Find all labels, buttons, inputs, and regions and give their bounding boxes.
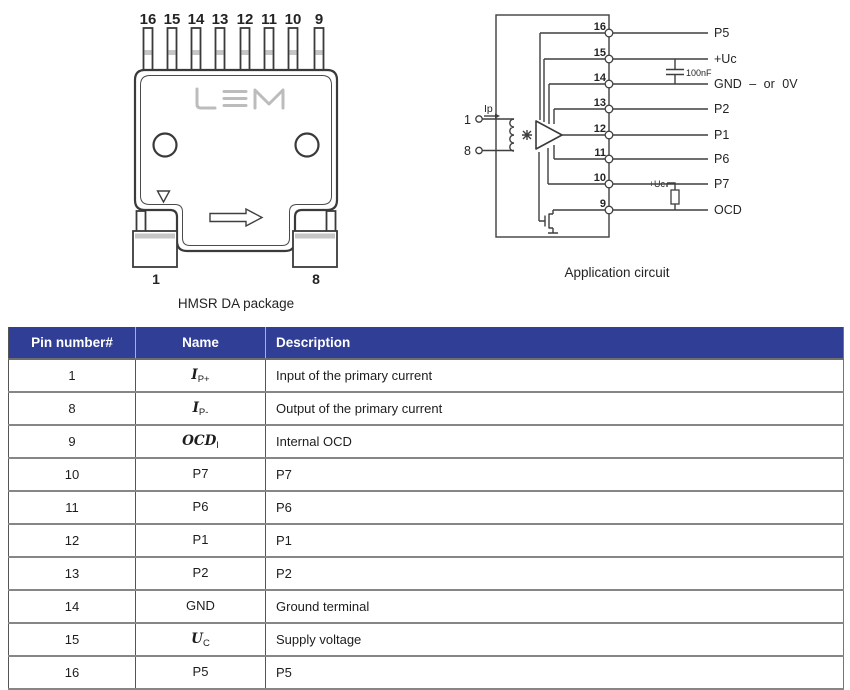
- circuit-pins: [594, 21, 798, 217]
- hole-left: [154, 134, 177, 157]
- name-cell: P5: [136, 656, 266, 689]
- pin-cell: 14: [9, 590, 136, 623]
- decoupling-capacitor: [666, 59, 712, 84]
- pin-number-label: 10: [284, 11, 302, 28]
- pin-cell: 12: [9, 524, 136, 557]
- name-cell: $U_C$: [136, 623, 266, 656]
- table-row: [9, 557, 844, 590]
- hall-element-icon: [522, 130, 532, 140]
- name-cell: P2: [136, 557, 266, 590]
- description-cell: P7: [266, 458, 844, 491]
- primary-terminal-1: [476, 116, 482, 122]
- pin-number-label: 16: [139, 11, 157, 28]
- table-row: [9, 524, 844, 557]
- primary-tab-right: [293, 231, 337, 267]
- package-caption: HMSR DA package: [177, 296, 295, 311]
- table-row: [9, 491, 844, 524]
- pin-cell: 13: [9, 557, 136, 590]
- name-cell: P1: [136, 524, 266, 557]
- pin-table-section: [8, 327, 844, 690]
- pullup-supply-label: +Uc: [648, 179, 665, 189]
- table-row: [9, 458, 844, 491]
- primary-coil: [510, 119, 514, 151]
- pin-number-label: 12: [593, 123, 606, 135]
- name-cell: $I_{P-}$: [136, 392, 266, 425]
- primary-tab-left: [133, 231, 177, 267]
- pin-number-label: 13: [211, 11, 229, 28]
- description-cell: P5: [266, 656, 844, 689]
- pin-table: [8, 327, 844, 690]
- application-circuit: [464, 15, 798, 280]
- package-top-pin-numbers: [140, 11, 324, 28]
- table-row: [9, 425, 844, 458]
- pin-cell: 9: [9, 425, 136, 458]
- description-cell: Input of the primary current: [266, 359, 844, 392]
- description-cell: P6: [266, 491, 844, 524]
- description-cell: P2: [266, 557, 844, 590]
- table-row: [9, 656, 844, 689]
- pin-number-label: 13: [593, 97, 606, 109]
- pin-number-label: 9: [599, 198, 606, 210]
- pin-number-label: 9: [314, 11, 324, 28]
- header-pin-number: Pin number#: [9, 327, 136, 359]
- description-cell: Internal OCD: [266, 425, 844, 458]
- tab-step-right: [327, 211, 336, 232]
- pin-number-label: 15: [593, 47, 606, 59]
- pin-signal-label: P2: [714, 102, 730, 116]
- pin-number-label: 14: [593, 72, 606, 84]
- pin-number-label: 8: [312, 271, 320, 287]
- header-name: Name: [136, 327, 266, 359]
- pin-signal-label: +Uc: [714, 52, 737, 66]
- pin-signal-label: P7: [714, 177, 730, 191]
- pin-number-label: 1: [464, 113, 471, 127]
- current-arrow-head: [495, 114, 500, 119]
- pin-signal-label: OCD: [714, 203, 742, 217]
- tab-step-left: [137, 211, 146, 232]
- description-cell: Supply voltage: [266, 623, 844, 656]
- name-cell: GND: [136, 590, 266, 623]
- pin-number-label: 16: [593, 21, 606, 33]
- pin-cell: 10: [9, 458, 136, 491]
- package-leads: [144, 28, 324, 72]
- pin-number-label: 11: [261, 11, 277, 28]
- header-description: Description: [266, 327, 844, 359]
- pin-number-label: 8: [464, 144, 471, 158]
- pin-signal-label: P6: [714, 152, 730, 166]
- pin-cell: 15: [9, 623, 136, 656]
- pin-signal-label: GND – or 0V: [714, 77, 798, 91]
- circuit-caption: Application circuit: [564, 265, 670, 280]
- pin-signal-label: P5: [714, 26, 730, 40]
- pin-cell: 11: [9, 491, 136, 524]
- pin-cell: 1: [9, 359, 136, 392]
- pin-number-label: 14: [187, 11, 205, 28]
- primary-current-label: Ip: [484, 103, 493, 115]
- pin-number-label: 15: [163, 11, 181, 28]
- name-cell: $I_{P+}$: [136, 359, 266, 392]
- hole-right: [296, 134, 319, 157]
- capacitor-value-label: 100nF: [686, 68, 712, 78]
- name-cell: P6: [136, 491, 266, 524]
- package-drawing: [133, 11, 337, 311]
- pin-diagrams: [0, 0, 850, 322]
- description-cell: P1: [266, 524, 844, 557]
- description-cell: Output of the primary current: [266, 392, 844, 425]
- pin-number-label: 12: [236, 11, 254, 28]
- name-cell: P7: [136, 458, 266, 491]
- primary-terminal-8: [476, 147, 482, 153]
- description-cell: Ground terminal: [266, 590, 844, 623]
- pin-number-label: 11: [594, 147, 606, 159]
- pin-number-label: 1: [152, 271, 160, 287]
- primary-side: [464, 103, 514, 158]
- name-cell: $OCD_I$: [136, 425, 266, 458]
- table-row: [9, 623, 844, 656]
- circuit-box: [496, 15, 609, 237]
- table-row: [9, 392, 844, 425]
- pin-number-label: 10: [593, 172, 606, 184]
- table-row: [9, 359, 844, 392]
- pin-signal-label: P1: [714, 128, 730, 142]
- table-header-row: [9, 327, 844, 359]
- table-row: [9, 590, 844, 623]
- amplifier-symbol: [536, 121, 562, 149]
- pin-cell: 16: [9, 656, 136, 689]
- pin-cell: 8: [9, 392, 136, 425]
